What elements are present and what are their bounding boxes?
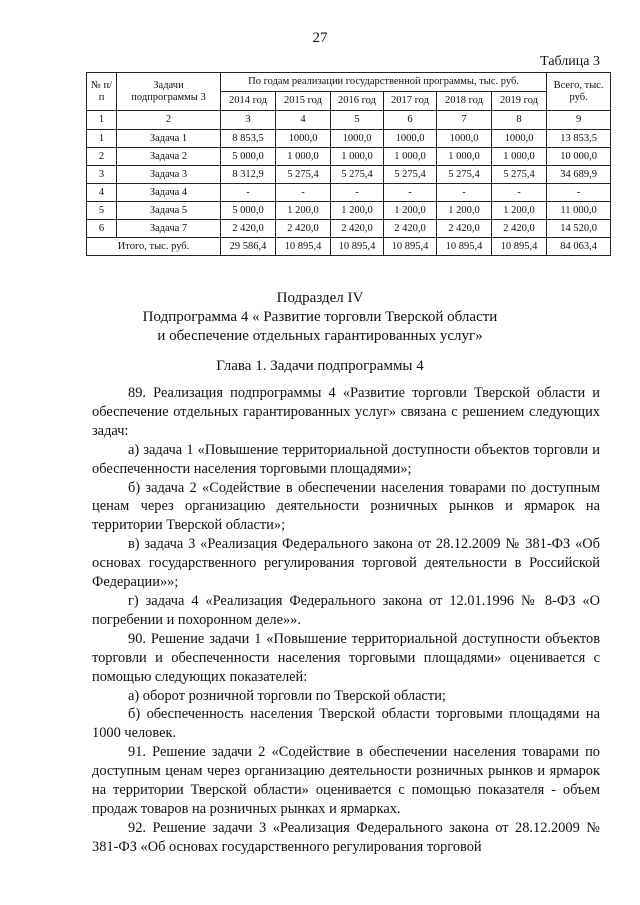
header-total: Всего, тыс. руб. xyxy=(547,73,611,111)
header-year: 2014 год xyxy=(221,92,276,111)
paragraph-89-g: г) задача 4 «Реализация Федерального закона от 12.01.1996 № 8-ФЗ «О погребении и похоронном деле»». xyxy=(92,592,600,628)
table-cell: Задача 7 xyxy=(117,220,221,238)
paragraph-90: 90. Решение задачи 1 «Повышение территориальной доступности объектов торговли и обеспеченности населения торговыми площадями» оценивается с помощью следующих показателей: xyxy=(92,630,600,685)
header-col-number: 8 xyxy=(492,111,547,130)
table-cell: 5 275,4 xyxy=(437,166,492,184)
table-cell: - xyxy=(384,184,437,202)
table-cell: 1000,0 xyxy=(276,130,331,148)
table-cell: 1 000,0 xyxy=(437,148,492,166)
table-row xyxy=(87,220,611,238)
table-row xyxy=(87,202,611,220)
table-cell: 5 275,4 xyxy=(492,166,547,184)
header-year: 2015 год xyxy=(276,92,331,111)
table-cell: - xyxy=(276,184,331,202)
table-cell: 2 420,0 xyxy=(276,220,331,238)
total-cell: 29 586,4 xyxy=(221,238,276,256)
header-col-number: 4 xyxy=(276,111,331,130)
header-year: 2017 год xyxy=(384,92,437,111)
header-col-number: 1 xyxy=(87,111,117,130)
header-col-number: 9 xyxy=(547,111,611,130)
table-cell: Задача 5 xyxy=(117,202,221,220)
table-cell: 14 520,0 xyxy=(547,220,611,238)
table-cell: 4 xyxy=(87,184,117,202)
header-col-number: 3 xyxy=(221,111,276,130)
header-col-number: 6 xyxy=(384,111,437,130)
header-year: 2016 год xyxy=(331,92,384,111)
page-number: 27 xyxy=(312,30,328,46)
table-cell: 1 000,0 xyxy=(492,148,547,166)
table-cell: 6 xyxy=(87,220,117,238)
table-cell: 5 xyxy=(87,202,117,220)
table-cell: 2 xyxy=(87,148,117,166)
paragraph-90-b: б) обеспеченность населения Тверской области торговыми площадями на 1000 человек. xyxy=(92,706,600,742)
table-total-row xyxy=(87,238,611,256)
paragraph-92: 92. Решение задачи 3 «Реализация Федерального закона от 28.12.2009 № 381-ФЗ «Об основах государственного регулирования торговой xyxy=(92,819,600,855)
table-cell: 5 275,4 xyxy=(331,166,384,184)
total-cell: 10 895,4 xyxy=(492,238,547,256)
table-cell: 3 xyxy=(87,166,117,184)
table-cell: 1 200,0 xyxy=(384,202,437,220)
table-cell: - xyxy=(221,184,276,202)
table-cell: 1 200,0 xyxy=(492,202,547,220)
table-cell: Задача 2 xyxy=(117,148,221,166)
table-cell: 5 275,4 xyxy=(384,166,437,184)
paragraph-89-b: б) задача 2 «Содействие в обеспечении населения товарами по доступным ценам через организацию деятельности розничных рынков и ярмарок на территории Тверской области»; xyxy=(92,479,600,534)
subprogram-title-line2: и обеспечение отдельных гарантированных услуг» xyxy=(157,328,483,344)
total-cell: 84 063,4 xyxy=(547,238,611,256)
total-label: Итого, тыс. руб. xyxy=(87,238,221,256)
chapter-title: Глава 1. Задачи подпрограммы 4 xyxy=(216,358,424,374)
paragraph-90-a: а) оборот розничной торговли по Тверской области; xyxy=(128,687,446,704)
table-cell: 2 420,0 xyxy=(384,220,437,238)
table-cell: 1 200,0 xyxy=(276,202,331,220)
subsection-title: Подраздел IV xyxy=(276,290,364,306)
table-cell: 2 420,0 xyxy=(331,220,384,238)
table-cell: 1000,0 xyxy=(331,130,384,148)
table-cell: - xyxy=(492,184,547,202)
table-cell: 1 200,0 xyxy=(331,202,384,220)
table-cell: 8 853,5 xyxy=(221,130,276,148)
paragraph-89-v: в) задача 3 «Реализация Федерального закона от 28.12.2009 № 381-ФЗ «Об основах государственного регулирования торговой деятельности в Российской Федерации»»; xyxy=(92,536,600,591)
table-cell: - xyxy=(547,184,611,202)
header-task: Задачи подпрограммы 3 xyxy=(117,73,221,111)
table-cell: 2 420,0 xyxy=(437,220,492,238)
paragraph-91: 91. Решение задачи 2 «Содействие в обеспечении населения товарами по доступным ценам через организацию деятельности розничных рынков и ярмарок на территории Тверской области» оценивается с помощью показателя - объем продаж товаров на розничных рынках и ярмарках. xyxy=(92,744,600,817)
table-cell: 5 000,0 xyxy=(221,148,276,166)
table-cell: - xyxy=(437,184,492,202)
header-year: 2019 год xyxy=(492,92,547,111)
budget-table xyxy=(86,72,611,256)
paragraph-89-a: а) задача 1 «Повышение территориальной доступности объектов торговли и обеспеченности населения торговыми площадями»; xyxy=(92,441,600,477)
table-cell: 1000,0 xyxy=(437,130,492,148)
table-cell: 13 853,5 xyxy=(547,130,611,148)
header-col-number: 7 xyxy=(437,111,492,130)
header-col-number: 5 xyxy=(331,111,384,130)
table-cell: 8 312,9 xyxy=(221,166,276,184)
subprogram-title-line1: Подпрограмма 4 « Развитие торговли Тверской области xyxy=(142,309,498,325)
table-cell: 1 000,0 xyxy=(384,148,437,166)
header-col-number: 2 xyxy=(117,111,221,130)
table-row xyxy=(87,184,611,202)
paragraph-89: 89. Реализация подпрограммы 4 «Развитие торговли Тверской области и обеспечение отдельных гарантированных услуг» связана с решением следующих задач: xyxy=(92,385,600,439)
header-years-group: По годам реализации государственной программы, тыс. руб. xyxy=(221,73,547,92)
table-cell: 34 689,9 xyxy=(547,166,611,184)
header-year: 2018 год xyxy=(437,92,492,111)
table-cell: 1 xyxy=(87,130,117,148)
total-cell: 10 895,4 xyxy=(384,238,437,256)
table-cell: 5 000,0 xyxy=(221,202,276,220)
table-row xyxy=(87,166,611,184)
table-cell: 1 000,0 xyxy=(331,148,384,166)
header-no: № п/п xyxy=(87,73,117,111)
table-cell: 10 000,0 xyxy=(547,148,611,166)
table-cell: 1 200,0 xyxy=(437,202,492,220)
table-cell: 1000,0 xyxy=(384,130,437,148)
table-cell: 5 275,4 xyxy=(276,166,331,184)
total-cell: 10 895,4 xyxy=(276,238,331,256)
table-row xyxy=(87,130,611,148)
total-cell: 10 895,4 xyxy=(331,238,384,256)
table-cell: Задача 4 xyxy=(117,184,221,202)
table-cell: 1000,0 xyxy=(492,130,547,148)
table-caption: Таблица 3 xyxy=(540,54,600,69)
body-text xyxy=(92,384,600,857)
table-cell: 11 000,0 xyxy=(547,202,611,220)
table-cell: - xyxy=(331,184,384,202)
total-cell: 10 895,4 xyxy=(437,238,492,256)
table-cell: 1 000,0 xyxy=(276,148,331,166)
table-cell: 2 420,0 xyxy=(492,220,547,238)
table-cell: Задача 1 xyxy=(117,130,221,148)
table-cell: Задача 3 xyxy=(117,166,221,184)
table-row xyxy=(87,148,611,166)
table-cell: 2 420,0 xyxy=(221,220,276,238)
